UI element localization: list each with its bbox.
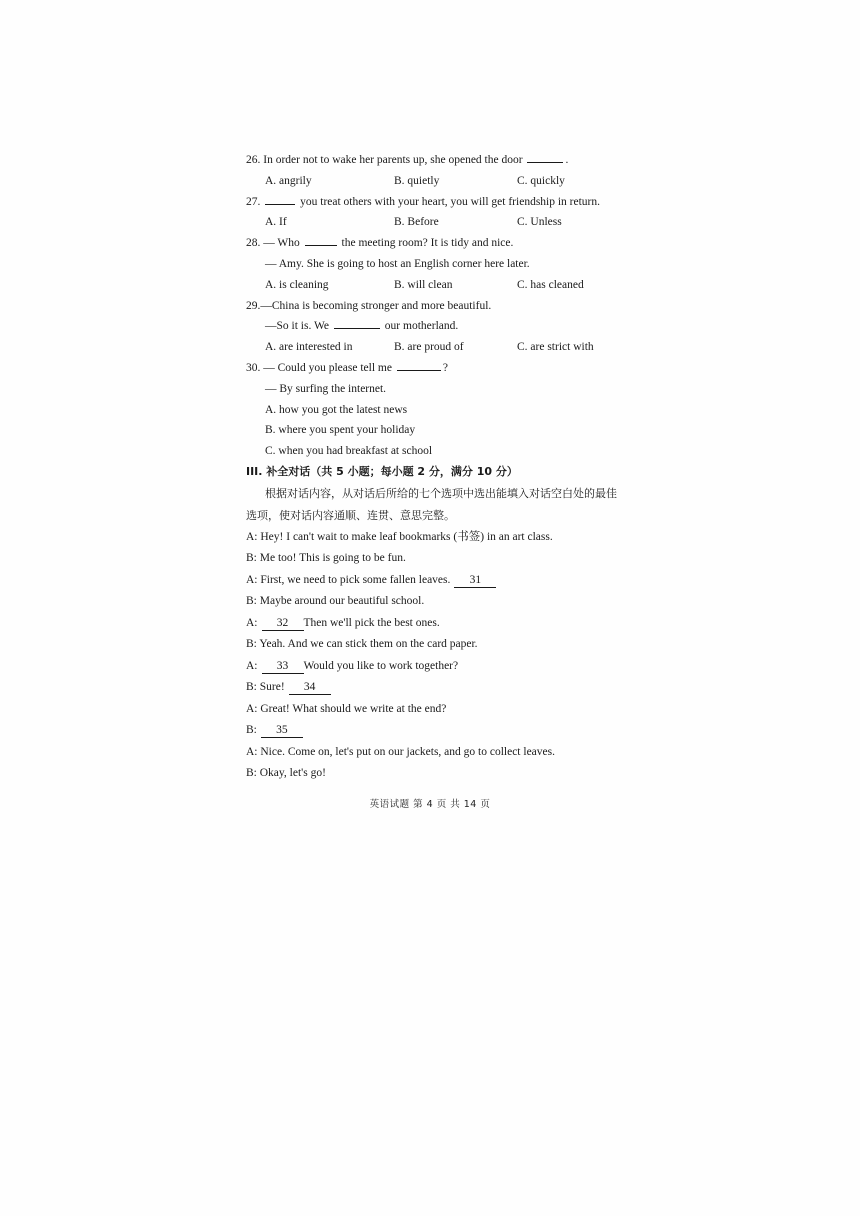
speaker: A: bbox=[246, 702, 258, 715]
question-number: 30. bbox=[246, 361, 261, 374]
option-b: B. quietly bbox=[394, 174, 440, 187]
question-text: —China is becoming stronger and more beautiful. bbox=[260, 299, 492, 312]
dialogue-text: Then we'll pick the best ones. bbox=[303, 616, 440, 629]
question-29 bbox=[246, 296, 646, 317]
dialogue-text: Maybe around our beautiful school. bbox=[256, 595, 425, 608]
question-30-reply: — By surfing the internet. bbox=[265, 382, 387, 395]
speaker: A: bbox=[246, 573, 258, 586]
question-29-reply bbox=[246, 316, 646, 337]
question-text: In order not to wake her parents up, she opened the door bbox=[260, 154, 526, 166]
dialogue-line bbox=[246, 742, 646, 764]
option-a: A. is cleaning bbox=[265, 278, 329, 291]
answer-blank-33: 33 bbox=[262, 659, 304, 674]
answer-blank bbox=[305, 233, 337, 246]
question-text-end: you treat others with your heart, you will get friendship in return. bbox=[297, 195, 601, 208]
option-b: B. Before bbox=[394, 216, 439, 229]
option-c: C. are strict with bbox=[517, 341, 594, 354]
option-c: C. quickly bbox=[517, 174, 565, 187]
option-a: A. If bbox=[265, 216, 287, 229]
speaker: A: bbox=[246, 530, 258, 543]
dialogue-line bbox=[246, 613, 646, 635]
question-number: 29. bbox=[246, 299, 261, 312]
section-instruction-cont: 选项，使对话内容通顺、连贯、意思完整。 bbox=[246, 508, 455, 522]
speaker: B: bbox=[246, 724, 257, 737]
option-c: C. when you had breakfast at school bbox=[265, 445, 433, 458]
options-27 bbox=[246, 212, 646, 233]
question-30 bbox=[246, 358, 646, 379]
speaker: B: bbox=[246, 552, 257, 565]
answer-blank-35: 35 bbox=[261, 723, 303, 738]
dialogue-text: Me too! This is going to be fun. bbox=[256, 552, 406, 565]
option-a: A. how you got the latest news bbox=[265, 403, 408, 416]
option-c: C. has cleaned bbox=[517, 278, 584, 291]
answer-blank-34: 34 bbox=[289, 680, 331, 695]
dialogue-text: Sure! bbox=[256, 681, 285, 694]
speaker: B: bbox=[246, 767, 257, 780]
question-text bbox=[260, 196, 263, 208]
answer-blank bbox=[397, 358, 441, 371]
question-text: — Could you please tell me bbox=[260, 361, 395, 374]
answer-blank-31: 31 bbox=[454, 573, 496, 588]
question-number: 26. bbox=[246, 154, 261, 166]
answer-blank-32: 32 bbox=[262, 616, 304, 631]
answer-blank bbox=[334, 316, 380, 329]
question-text: — Who bbox=[260, 237, 303, 250]
dialogue-text: First, we need to pick some fallen leaves. bbox=[257, 573, 451, 586]
dialogue-line bbox=[246, 720, 646, 742]
question-26 bbox=[246, 150, 646, 171]
dialogue-text: Nice. Come on, let's put on our jackets, and go to collect leaves. bbox=[257, 745, 555, 758]
dialogue-line bbox=[246, 634, 646, 656]
speaker: A: bbox=[246, 616, 258, 629]
speaker: B: bbox=[246, 638, 257, 651]
question-27 bbox=[246, 192, 646, 213]
dialogue-line bbox=[246, 548, 646, 570]
section-title: III. 补全对话（共 5 小题；每小题 2 分，满分 10 分） bbox=[246, 464, 518, 478]
options-26 bbox=[246, 171, 646, 192]
dialogue-line bbox=[246, 763, 646, 785]
dialogue-line bbox=[246, 699, 646, 721]
answer-blank bbox=[265, 192, 295, 205]
dialogue-text: Great! What should we write at the end? bbox=[257, 702, 447, 715]
option-a: A. are interested in bbox=[265, 341, 353, 354]
dialogue-line bbox=[246, 570, 646, 592]
speaker: B: bbox=[246, 681, 257, 694]
option-b: B. will clean bbox=[394, 278, 453, 291]
reply-text-end: our motherland. bbox=[381, 320, 459, 333]
dialogue-text: Okay, let's go! bbox=[256, 767, 326, 780]
question-text-end: . bbox=[565, 154, 569, 166]
reply-text: —So it is. We bbox=[265, 320, 332, 333]
question-number: 28. bbox=[246, 237, 261, 250]
exam-content bbox=[246, 150, 646, 785]
dialogue-text: Hey! I can't wait to make leaf bookmarks (书签) in an art class. bbox=[257, 530, 553, 543]
options-28 bbox=[246, 275, 646, 296]
question-number: 27. bbox=[246, 195, 261, 208]
question-28 bbox=[246, 233, 646, 254]
option-c: C. Unless bbox=[517, 216, 562, 229]
speaker: B: bbox=[246, 595, 257, 608]
option-b: B. are proud of bbox=[394, 341, 464, 354]
dialogue-line bbox=[246, 677, 646, 699]
dialogue-line bbox=[246, 527, 646, 549]
options-29 bbox=[246, 337, 646, 358]
dialogue-line bbox=[246, 656, 646, 678]
speaker: A: bbox=[246, 745, 258, 758]
section-instruction: 根据对话内容，从对话后所给的七个选项中选出能填入对话空白处的最佳 bbox=[265, 486, 617, 500]
speaker: A: bbox=[246, 659, 258, 672]
dialogue-text: Would you like to work together? bbox=[303, 659, 459, 672]
question-text-end: the meeting room? It is tidy and nice. bbox=[338, 237, 514, 250]
question-28-reply: — Amy. She is going to host an English corner here later. bbox=[265, 257, 530, 270]
question-text-end: ? bbox=[442, 361, 448, 374]
answer-blank bbox=[527, 150, 563, 163]
dialogue-text: Yeah. And we can stick them on the card paper. bbox=[256, 638, 478, 651]
page-footer: 英语试题 第 4 页 共 14 页 bbox=[369, 799, 491, 810]
option-b: B. where you spent your holiday bbox=[265, 424, 416, 437]
dialogue-line bbox=[246, 591, 646, 613]
option-a: A. angrily bbox=[265, 174, 312, 187]
